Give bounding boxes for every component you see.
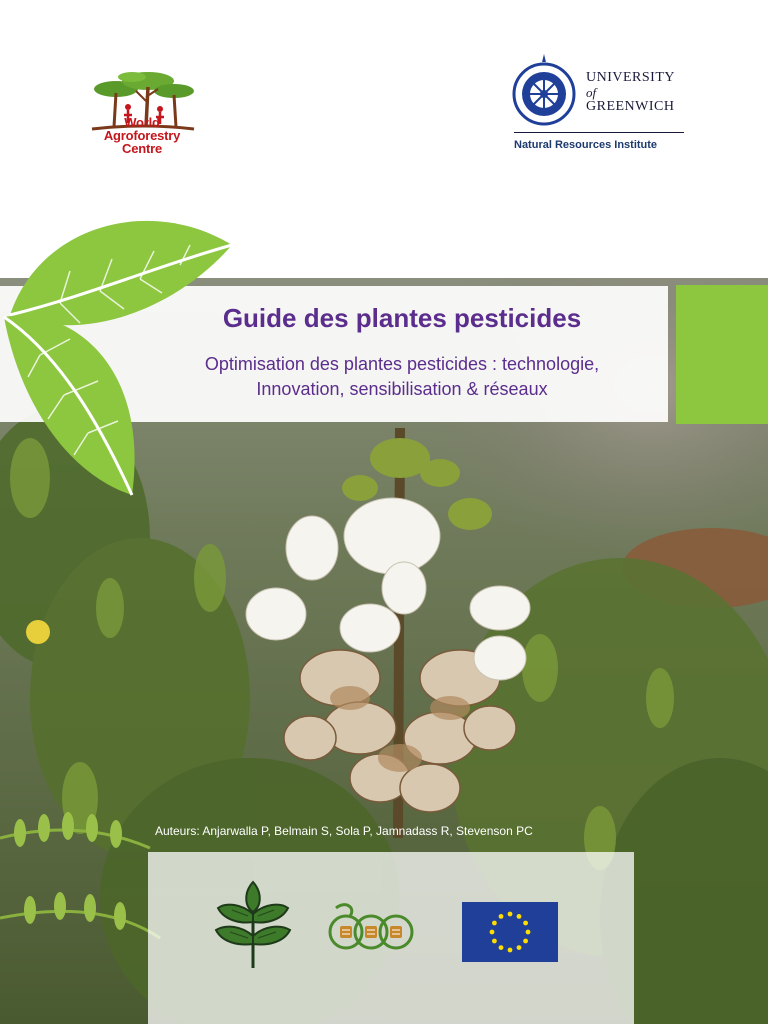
authors-line: Auteurs: Anjarwalla P, Belmain S, Sola P, Jamnadass R, Stevenson PC xyxy=(155,824,533,838)
plant-leaf-logo-icon xyxy=(212,878,294,970)
natural-resources-institute-label: Natural Resources Institute xyxy=(514,139,658,151)
greenwich-line-of: of xyxy=(586,85,597,100)
cover-subtitle xyxy=(130,352,674,402)
greenwich-seal-icon xyxy=(512,52,576,128)
university-of-greenwich-logo xyxy=(512,52,692,162)
greenwich-wordmark xyxy=(586,70,675,115)
cover-title: Guide des plantes pesticides xyxy=(222,303,582,333)
greenwich-divider xyxy=(514,132,684,133)
greenwich-line-university: UNIVERSITY xyxy=(586,70,675,85)
subtitle-line-1: Optimisation des plantes pesticides : technologie, xyxy=(204,354,600,374)
subtitle-line-2: Innovation, sensibilisation & réseaux xyxy=(256,379,548,399)
greenwich-line-greenwich: GREENWICH xyxy=(586,99,675,114)
wac-line-3: Centre xyxy=(122,141,162,156)
acp-logo-icon xyxy=(326,900,416,964)
world-agroforestry-name xyxy=(82,116,202,155)
wac-line-1: World xyxy=(124,115,160,130)
eu-flag-icon xyxy=(462,902,558,962)
wac-line-2: Agroforestry xyxy=(103,128,181,143)
